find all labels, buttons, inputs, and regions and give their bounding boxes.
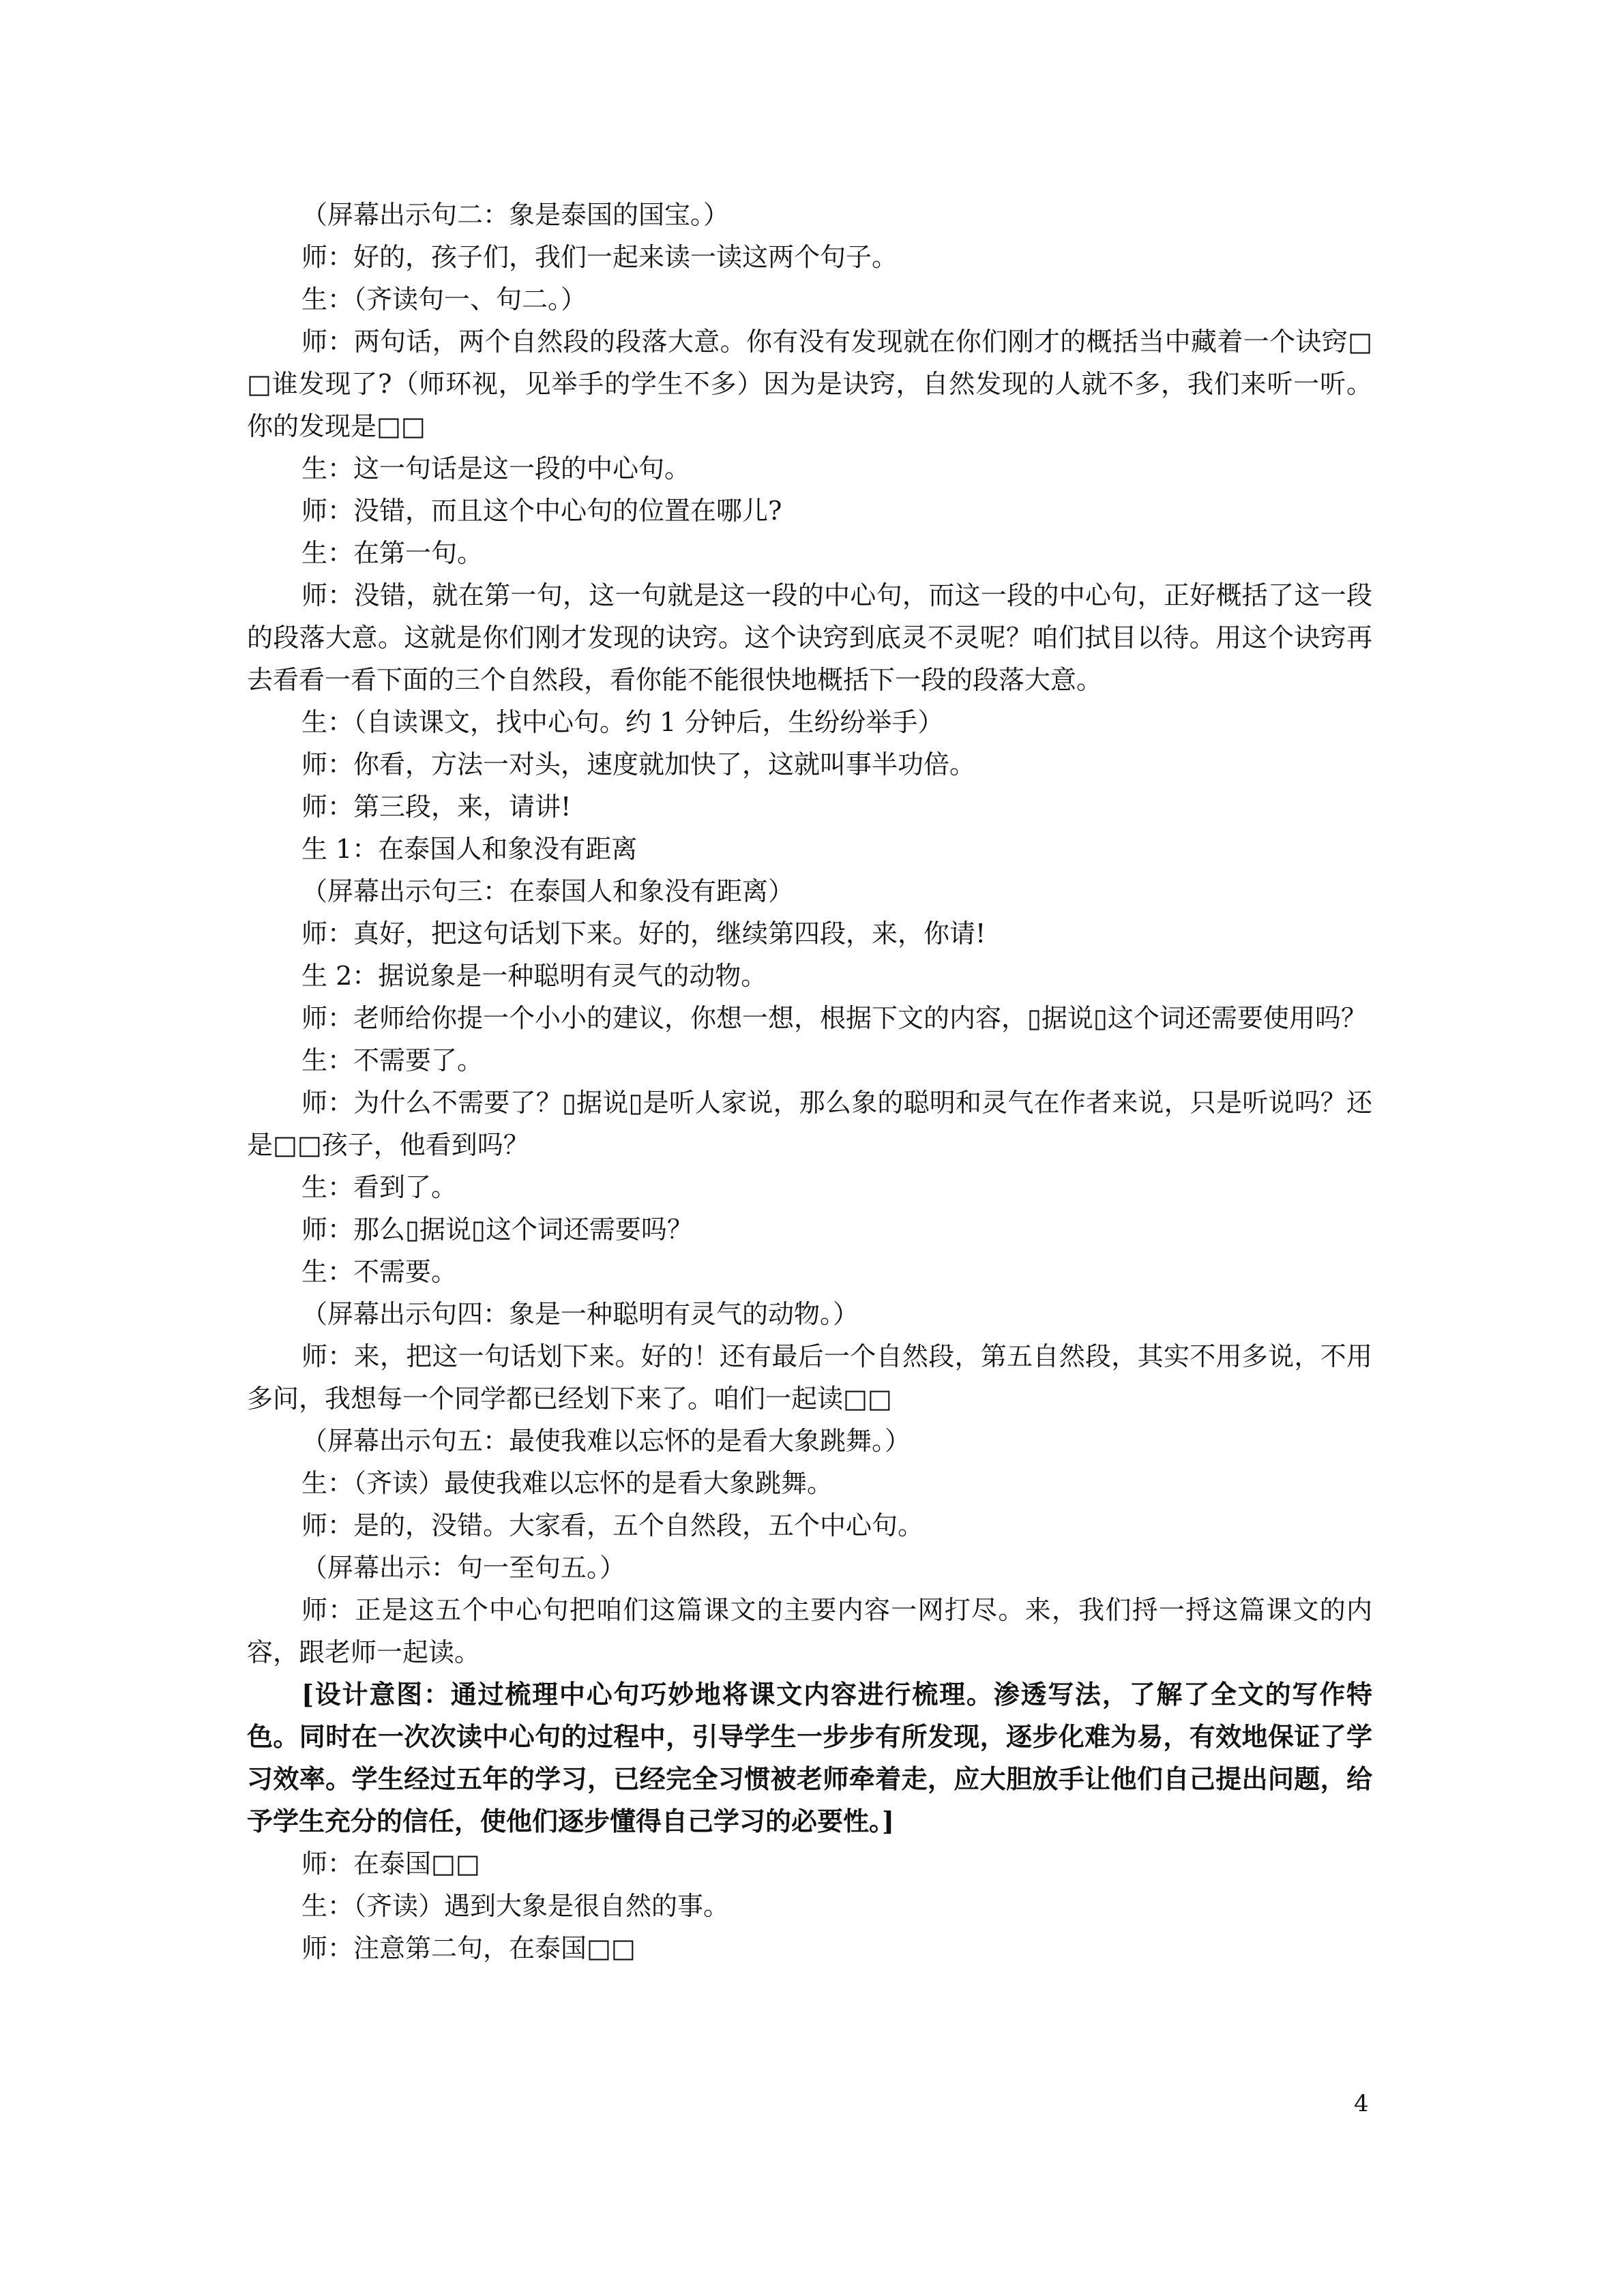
paragraph: 师：是的，没错。大家看，五个自然段，五个中心句。 xyxy=(301,1510,924,1540)
paragraph: 师：你看，方法一对头，速度就加快了，这就叫事半功倍。 xyxy=(301,749,976,779)
paragraph: 师：老师给你提一个小小的建议，你想一想，根据下文的内容，▯据说▯这个词还需要使用吗？ xyxy=(301,1003,1367,1033)
paragraph: 师：来，把这一句话划下来。好的！还有最后一个自然段，第五自然段，其实不用多说，不用多问，我想每一个同学都已经划下来了。咱们一起读□□ xyxy=(247,1341,1372,1414)
paragraph: 生：不需要。 xyxy=(301,1257,458,1287)
paragraph: 师：注意第二句，在泰国□□ xyxy=(301,1933,636,1963)
paragraph: 生：（齐读）最使我难以忘怀的是看大象跳舞。 xyxy=(301,1468,833,1498)
paragraph: （屏幕出示：句一至句五。） xyxy=(301,1553,626,1583)
paragraph: 生：这一句话是这一段的中心句。 xyxy=(301,453,691,483)
paragraph: 师：没错，而且这个中心句的位置在哪儿? xyxy=(301,496,782,526)
paragraph: 生：（齐读）遇到大象是很自然的事。 xyxy=(301,1891,730,1921)
paragraph: 师：为什么不需要了？▯据说▯是听人家说，那么象的聪明和灵气在作者来说，只是听说吗？还是□□孩子，他看到吗？ xyxy=(247,1088,1372,1160)
page-body xyxy=(247,194,1372,1969)
paragraph: 师：没错，就在第一句，这一句就是这一段的中心句，而这一段的中心句，正好概括了这一段的段落大意。这就是你们刚才发现的诀窍。这个诀窍到底灵不灵呢？咱们拭目以待。用这个诀窍再去看看一看下面的三个自然段，看你能不能很快地概括下一段的段落大意。 xyxy=(247,580,1372,695)
paragraph: 生：不需要了。 xyxy=(301,1045,484,1075)
paragraph: 生：在第一句。 xyxy=(301,538,484,568)
paragraph: 生：看到了。 xyxy=(301,1172,458,1202)
paragraph: 师：第三段，来，请讲! xyxy=(301,792,572,822)
design-intent-paragraph: [设计意图：通过梳理中心句巧妙地将课文内容进行梳理。渗透写法，了解了全文的写作特色。同时在一次次读中心句的过程中，引导学生一步步有所发现，逐步化难为易，有效地保证了学习效率。学生经过五年的学习，已经完全习惯被老师牵着走，应大胆放手让他们自己提出问题，给予学生充分的信任，使他们逐步懂得自己学习的必要性。] xyxy=(247,1679,1372,1836)
paragraph: （屏幕出示句二：象是泰国的国宝。） xyxy=(301,200,730,230)
paragraph: 师：在泰国□□ xyxy=(301,1849,480,1879)
paragraph: 师：真好，把这句话划下来。好的，继续第四段，来，你请! xyxy=(301,919,986,949)
paragraph: 生 1：在泰国人和象没有距离 xyxy=(301,834,638,864)
paragraph: 师：两句话，两个自然段的段落大意。你有没有发现就在你们刚才的概括当中藏着一个诀窍□□谁发现了?（师环视，见举手的学生不多）因为是诀窍，自然发现的人就不多，我们来听一听。你的发现是□□ xyxy=(247,327,1372,441)
paragraph: （屏幕出示句五：最使我难以忘怀的是看大象跳舞。） xyxy=(301,1426,911,1456)
paragraph: 师：那么▯据说▯这个词还需要吗？ xyxy=(301,1214,693,1244)
paragraph: 生：（齐读句一、句二。） xyxy=(301,284,587,314)
paragraph: 师：好的，孩子们，我们一起来读一读这两个句子。 xyxy=(301,242,898,272)
paragraph: （屏幕出示句三：在泰国人和象没有距离） xyxy=(301,876,795,906)
paragraph: 生 2：据说象是一种聪明有灵气的动物。 xyxy=(301,961,767,991)
paragraph: 师：正是这五个中心句把咱们这篇课文的主要内容一网打尽。来，我们捋一捋这篇课文的内容，跟老师一起读。 xyxy=(247,1595,1372,1667)
paragraph: 生：（自读课文，找中心句。约 1 分钟后，生纷纷举手） xyxy=(301,707,944,737)
page-number: 4 xyxy=(1354,2090,1369,2117)
paragraph: （屏幕出示句四：象是一种聪明有灵气的动物。） xyxy=(301,1299,859,1329)
